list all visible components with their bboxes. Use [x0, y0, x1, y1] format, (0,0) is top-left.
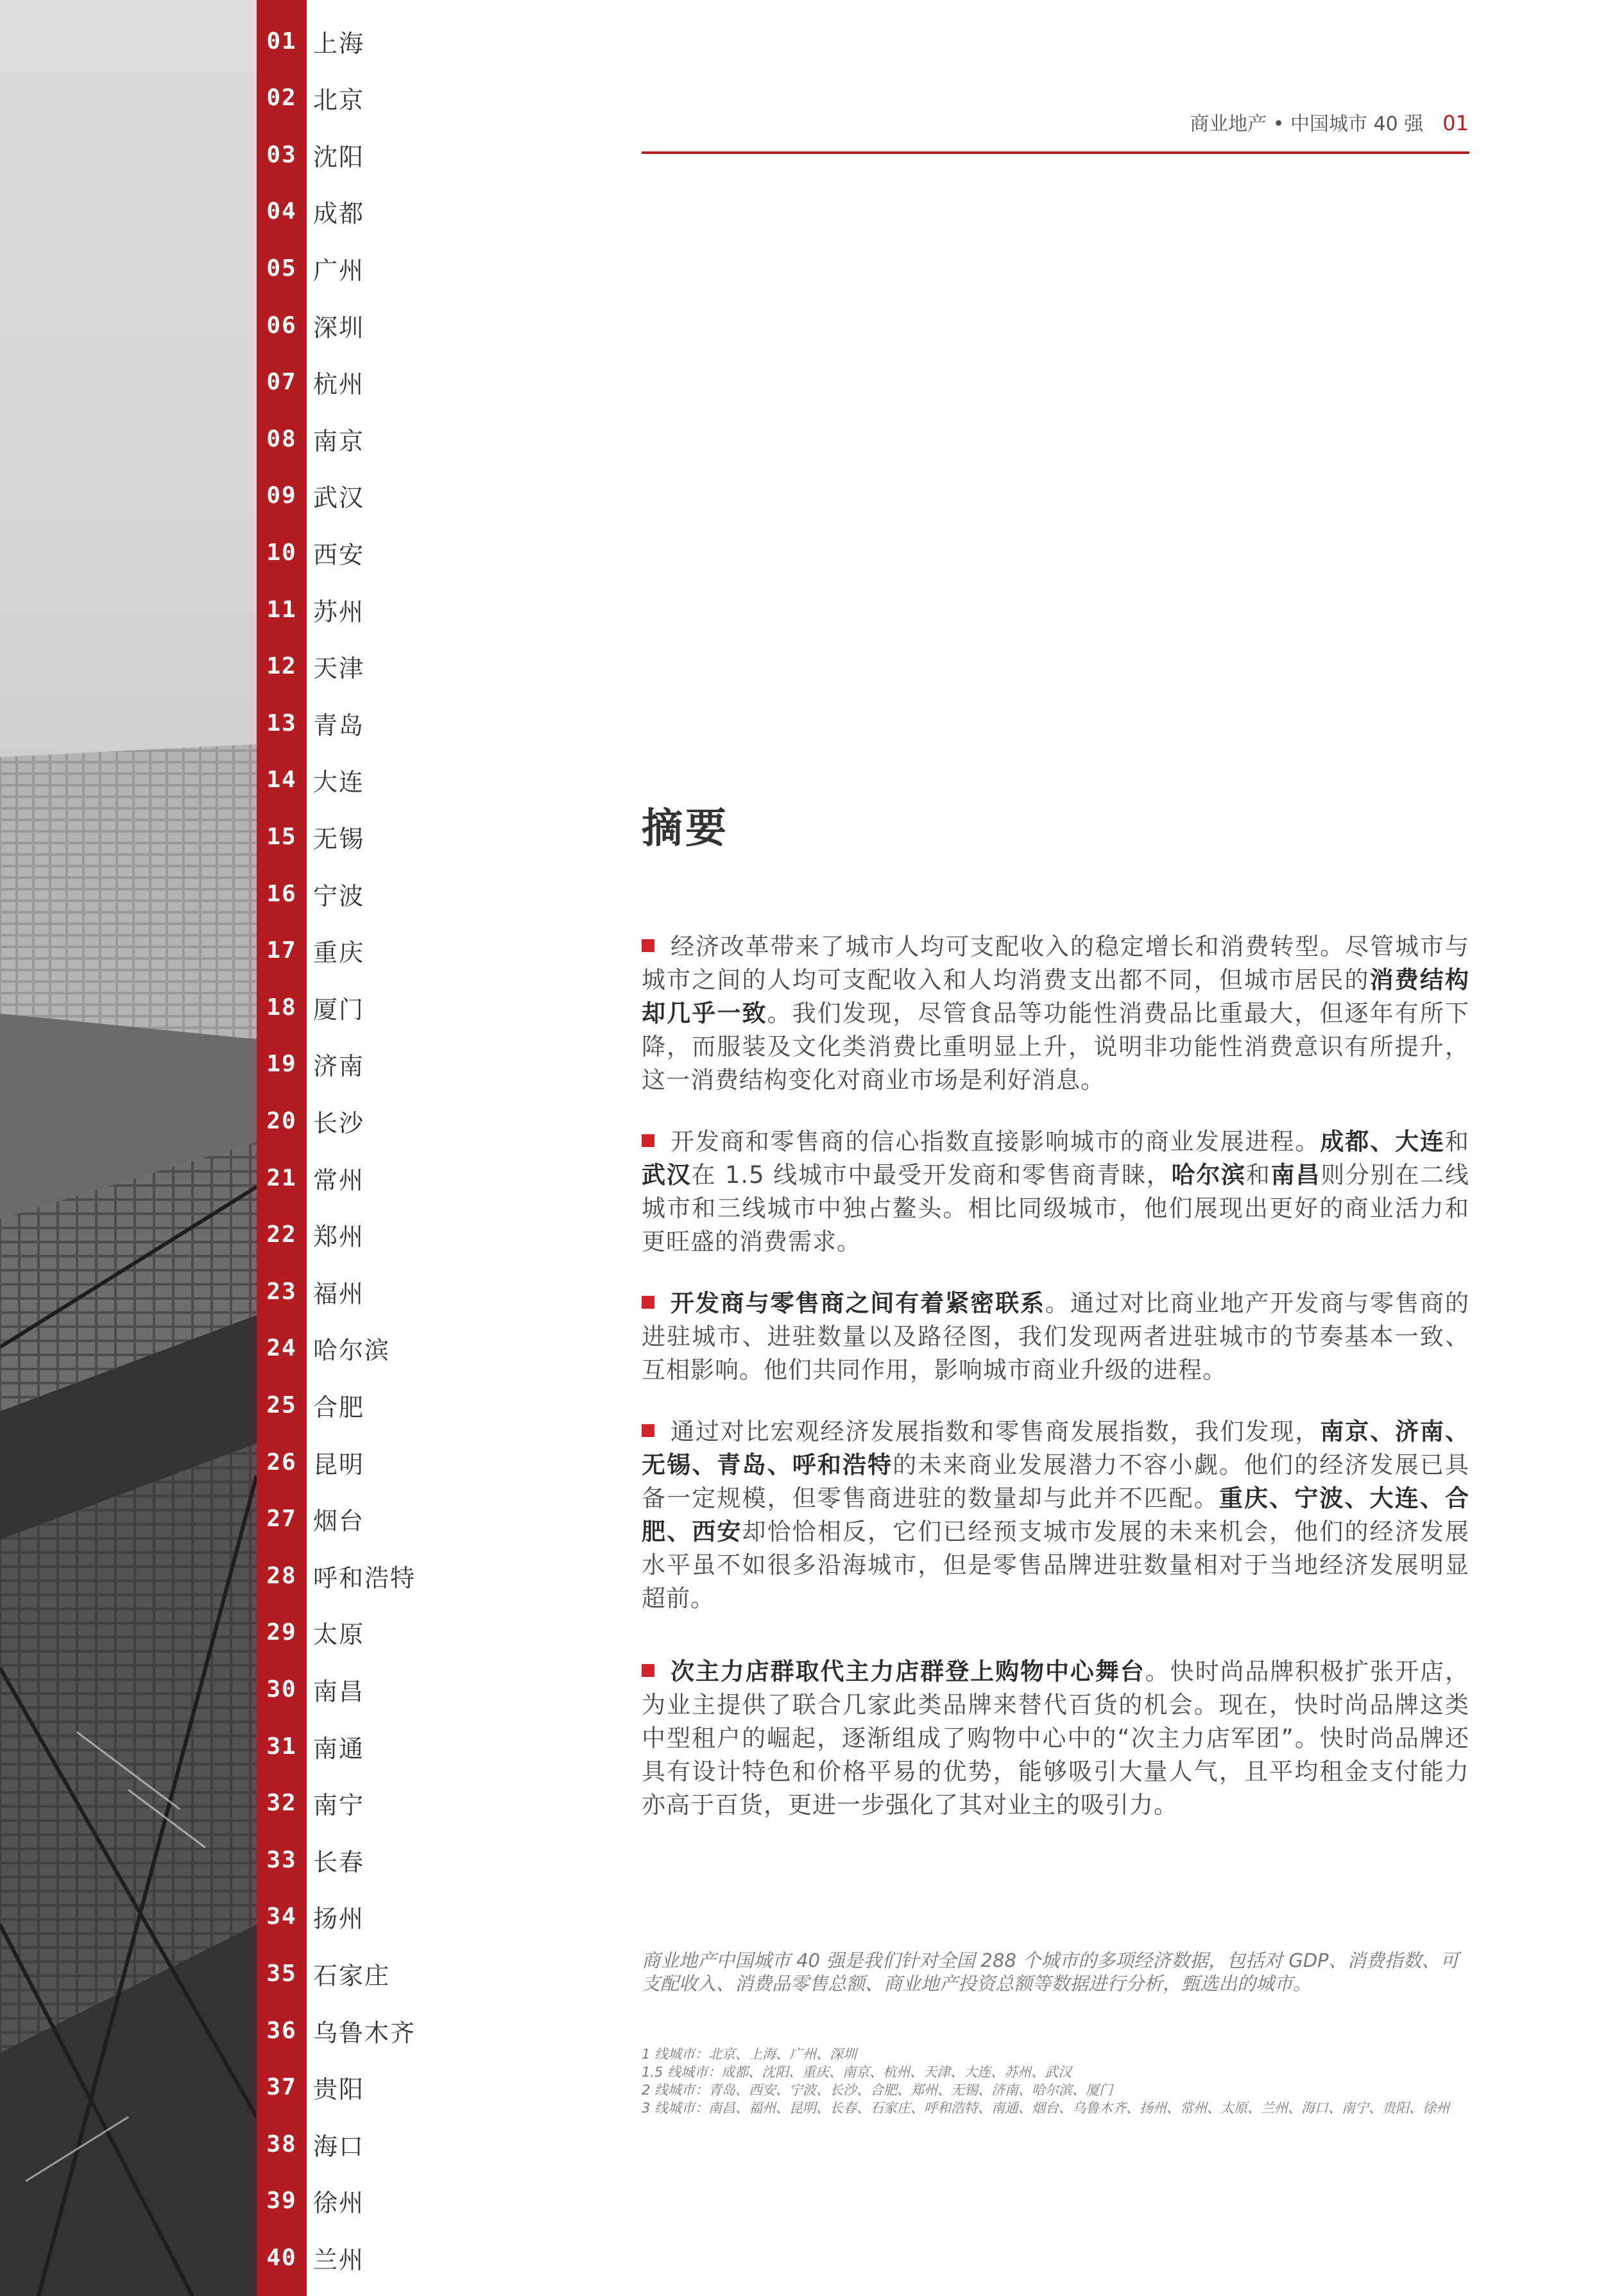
- city-list-item: [257, 1216, 449, 1254]
- city-name: 太原: [313, 1620, 365, 1649]
- city-rank-number: 37: [266, 2074, 297, 2101]
- city-name: 青岛: [313, 711, 365, 740]
- city-name: 天津: [313, 654, 365, 683]
- city-rank-number: 26: [266, 1449, 297, 1475]
- city-list-item: [257, 1500, 449, 1538]
- city-list-item: [257, 192, 449, 231]
- city-name: 重庆: [313, 939, 365, 967]
- city-rank-number: 35: [266, 1960, 297, 1987]
- city-rank-number: 31: [266, 1733, 297, 1760]
- highlight-text: 南昌: [1270, 1161, 1321, 1189]
- city-rank-number: 36: [266, 2017, 297, 2044]
- city-rank-number: 06: [266, 312, 297, 339]
- highlight-text: 次主力店群取代主力店群登上购物中心舞台: [670, 1658, 1145, 1685]
- summary-heading: 摘要: [642, 805, 729, 853]
- city-rank-number: 22: [266, 1221, 297, 1248]
- paragraph-text: 的未来商业发展潜力不容小觑。他们的经济发展已具备一定规模，但零售商进驻的数量却与此并不匹配。: [642, 1451, 1469, 1512]
- bullet-square-icon: [642, 1424, 654, 1437]
- city-rank-number: 20: [266, 1107, 297, 1134]
- city-name: 南通: [313, 1734, 365, 1763]
- city-name: 烟台: [313, 1507, 365, 1536]
- city-list-item: [257, 1670, 449, 1708]
- running-title: 商业地产 • 中国城市 40 强: [1190, 113, 1424, 135]
- city-rank-number: 16: [266, 880, 297, 907]
- footnote: 商业地产中国城市 40 强是我们针对全国 288 个城市的多项经济数据，包括对 GDP、消费指数、可支配收入、消费品零售总额、商业地产投资总额等数据进行分析，甄选出的城市。: [642, 1950, 1459, 1994]
- city-list-item: [257, 1556, 449, 1595]
- tier-note: 2 线城市：青岛、西安、宁波、长沙、合肥、郑州、无锡、济南、哈尔滨、厦门: [642, 2082, 1113, 2098]
- city-list-item: [257, 931, 449, 970]
- city-list-item: [257, 249, 449, 287]
- header-rule: [642, 151, 1469, 154]
- city-rank-number: 38: [266, 2130, 297, 2157]
- city-list-item: [257, 1045, 449, 1084]
- city-name: 郑州: [313, 1223, 365, 1252]
- tier-note: 3 线城市：南昌、福州、昆明、长春、石家庄、呼和浩特、南通、烟台、乌鲁木齐、扬州、常州、太原、兰州、海口、南宁、贵阳、徐州: [642, 2100, 1450, 2116]
- city-list-item: [257, 1954, 449, 1993]
- paragraph-text: 。我们发现，尽管食品等功能性消费品比重最大，但逐年有所下降，而服装及文化类消费比重明显上升，说明非功能性消费意识有所提升，这一消费结构变化对商业市场是利好消息。: [642, 999, 1469, 1094]
- city-name: 大连: [313, 768, 365, 797]
- bullet-square-icon: [642, 939, 654, 952]
- city-name: 南昌: [313, 1677, 365, 1706]
- city-rank-number: 30: [266, 1676, 297, 1703]
- city-rank-number: 08: [266, 425, 297, 452]
- city-rank-number: 33: [266, 1846, 297, 1873]
- building-photo: [0, 0, 257, 2296]
- city-rank-number: 07: [266, 369, 297, 396]
- city-list-item: [257, 1898, 449, 1936]
- city-list-item: [257, 988, 449, 1026]
- bullet-square-icon: [642, 1296, 654, 1309]
- city-list-item: [257, 1841, 449, 1879]
- city-rank-number: 12: [266, 653, 297, 680]
- city-rank-number: 27: [266, 1506, 297, 1533]
- city-list-item: [257, 704, 449, 742]
- city-name: 北京: [313, 86, 365, 115]
- city-rank-number: 09: [266, 482, 297, 509]
- city-name: 宁波: [313, 881, 365, 910]
- city-list-item: [257, 1101, 449, 1140]
- summary-paragraph: [642, 1415, 1469, 1615]
- city-list-item: [257, 533, 449, 572]
- city-rank-number: 10: [266, 539, 297, 566]
- city-rank-number: 13: [266, 710, 297, 736]
- city-list-item: [257, 2238, 449, 2277]
- city-list-item: [257, 2011, 449, 2050]
- page-number: 01: [1442, 111, 1469, 135]
- paragraph-text: 经济改革带来了城市人均可支配收入的稳定增长和消费转型。尽管城市与城市之间的人均可支配收入和人均消费支出都不同，但城市居民的: [642, 933, 1469, 994]
- city-name: 兰州: [313, 2245, 365, 2274]
- city-name: 徐州: [313, 2189, 365, 2218]
- city-rank-number: 15: [266, 823, 297, 850]
- city-list-item: [257, 1443, 449, 1481]
- city-name: 武汉: [313, 484, 365, 513]
- city-name: 南宁: [313, 1791, 365, 1820]
- highlight-text: 成都、大连: [1320, 1128, 1445, 1155]
- city-list-item: [257, 306, 449, 344]
- city-tier-notes: [642, 2045, 1469, 2117]
- paragraph-text: 和: [1445, 1128, 1469, 1155]
- city-rank-number: 40: [266, 2244, 297, 2271]
- city-list-item: [257, 79, 449, 117]
- city-rank-number: 02: [266, 85, 297, 112]
- city-name: 成都: [313, 200, 365, 228]
- city-list-item: [257, 817, 449, 856]
- city-list-item: [257, 135, 449, 174]
- city-rank-number: 14: [266, 767, 297, 794]
- summary-paragraph: [642, 930, 1469, 1097]
- paragraph-text: 。通过对比商业地产开发商与零售商的进驻城市、进驻数量以及路径图，我们发现两者进驻城市的节奏基本一致、互相影响。他们共同作用，影响城市商业升级的进程。: [642, 1289, 1469, 1384]
- city-rank-number: 05: [266, 255, 297, 282]
- city-name: 广州: [313, 256, 365, 285]
- highlight-text: 消费结构却几乎一致: [642, 966, 1469, 1027]
- city-name: 南京: [313, 427, 365, 455]
- city-list-item: [257, 2125, 449, 2163]
- city-list-item: [257, 1329, 449, 1368]
- city-name: 杭州: [313, 370, 365, 399]
- bullet-square-icon: [642, 1664, 654, 1677]
- highlight-text: 重庆、宁波、大连、合肥、西安: [642, 1484, 1469, 1545]
- city-list-item: [257, 2068, 449, 2107]
- city-name: 昆明: [313, 1450, 365, 1479]
- city-name: 贵阳: [313, 2075, 365, 2104]
- paragraph-text: 和: [1245, 1161, 1271, 1189]
- city-rank-number: 21: [266, 1164, 297, 1191]
- city-list-item: [257, 1159, 449, 1197]
- bullet-square-icon: [642, 1134, 654, 1147]
- city-name: 苏州: [313, 597, 365, 626]
- city-list-item: [257, 761, 449, 799]
- city-name: 长沙: [313, 1109, 365, 1137]
- city-name: 上海: [313, 29, 365, 58]
- city-rank-number: 18: [266, 994, 297, 1021]
- city-name: 福州: [313, 1279, 365, 1308]
- city-list-item: [257, 1386, 449, 1424]
- highlight-text: 哈尔滨: [1171, 1161, 1246, 1189]
- city-rank-number: 25: [266, 1391, 297, 1418]
- city-list-item: [257, 363, 449, 402]
- city-ranking-list: [257, 0, 449, 2296]
- city-list-item: [257, 590, 449, 629]
- city-list-item: [257, 647, 449, 686]
- city-list-item: [257, 22, 449, 60]
- city-name: 扬州: [313, 1905, 365, 1934]
- city-rank-number: 03: [266, 141, 297, 168]
- city-rank-number: 28: [266, 1562, 297, 1589]
- city-list-item: [257, 1272, 449, 1311]
- city-name: 深圳: [313, 313, 365, 342]
- city-list-item: [257, 2182, 449, 2220]
- tier-note: 1 线城市：北京、上海、广州、深圳: [642, 2046, 857, 2062]
- city-rank-number: 24: [266, 1335, 297, 1362]
- paragraph-text: 。快时尚品牌积极扩张开店，为业主提供了联合几家此类品牌来替代百货的机会。现在，快时尚品牌这类中型租户的崛起，逐渐组成了购物中心中的“次主力店军团”。快时尚品牌还具有设计特色和价格平易的优势，能够吸引大量人气，且平均租金支付能力亦高于百货，更进一步强化了其对业主的吸引力。: [642, 1658, 1469, 1819]
- running-header: [1190, 108, 1469, 136]
- city-name: 济南: [313, 1052, 365, 1081]
- summary-paragraph: [642, 1125, 1469, 1259]
- paragraph-text: 则分别在二线城市和三线城市中独占鳌头。相比同级城市，他们展现出更好的商业活力和更旺盛的消费需求。: [642, 1161, 1470, 1255]
- city-name: 乌鲁木齐: [313, 2018, 416, 2047]
- city-list-item: [257, 1784, 449, 1823]
- city-rank-number: 17: [266, 937, 297, 964]
- city-list-item: [257, 1613, 449, 1652]
- city-rank-number: 29: [266, 1619, 297, 1646]
- city-rank-number: 39: [266, 2188, 297, 2215]
- city-rank-number: 01: [266, 28, 297, 55]
- city-name: 沈阳: [313, 142, 365, 171]
- city-name: 石家庄: [313, 1961, 391, 1990]
- city-name: 厦门: [313, 995, 365, 1024]
- city-list-item: [257, 420, 449, 458]
- highlight-text: 开发商与零售商之间有着紧密联系: [670, 1289, 1045, 1317]
- paragraph-text: 在 1.5 线城市中最受开发商和零售商青睐，: [691, 1161, 1172, 1189]
- city-name: 西安: [313, 540, 365, 569]
- city-rank-number: 32: [266, 1790, 297, 1817]
- city-rank-number: 34: [266, 1903, 297, 1930]
- paragraph-text: 却恰恰相反，它们已经预支城市发展的未来机会，他们的经济发展水平虽不如很多沿海城市，但是零售品牌进驻数量相对于当地经济发展明显超前。: [642, 1518, 1469, 1612]
- city-name: 常州: [313, 1166, 365, 1195]
- city-name: 长春: [313, 1848, 365, 1876]
- city-rank-number: 23: [266, 1278, 297, 1305]
- city-rank-number: 11: [266, 596, 297, 623]
- tier-note: 1.5 线城市：成都、沈阳、重庆、南京、杭州、天津、大连、苏州、武汉: [642, 2064, 1072, 2080]
- building-photo-art: [0, 0, 257, 2296]
- paragraph-text: 通过对比宏观经济发展指数和零售商发展指数，我们发现，: [670, 1418, 1321, 1445]
- city-rank-number: 19: [266, 1051, 297, 1078]
- city-name: 海口: [313, 2132, 365, 2161]
- highlight-text: 武汉: [642, 1161, 692, 1189]
- city-list-item: [257, 1727, 449, 1765]
- city-name: 无锡: [313, 824, 365, 853]
- summary-paragraph: [642, 1655, 1469, 1822]
- highlight-text: 南京、济南、无锡、青岛、呼和浩特: [642, 1418, 1469, 1479]
- city-list-item: [257, 477, 449, 515]
- city-list-item: [257, 874, 449, 913]
- city-name: 哈尔滨: [313, 1336, 391, 1365]
- paragraph-text: 开发商和零售商的信心指数直接影响城市的商业发展进程。: [670, 1128, 1321, 1155]
- city-name: 合肥: [313, 1393, 365, 1422]
- city-name: 呼和浩特: [313, 1563, 416, 1592]
- summary-paragraph: [642, 1287, 1469, 1387]
- city-rank-number: 04: [266, 198, 297, 225]
